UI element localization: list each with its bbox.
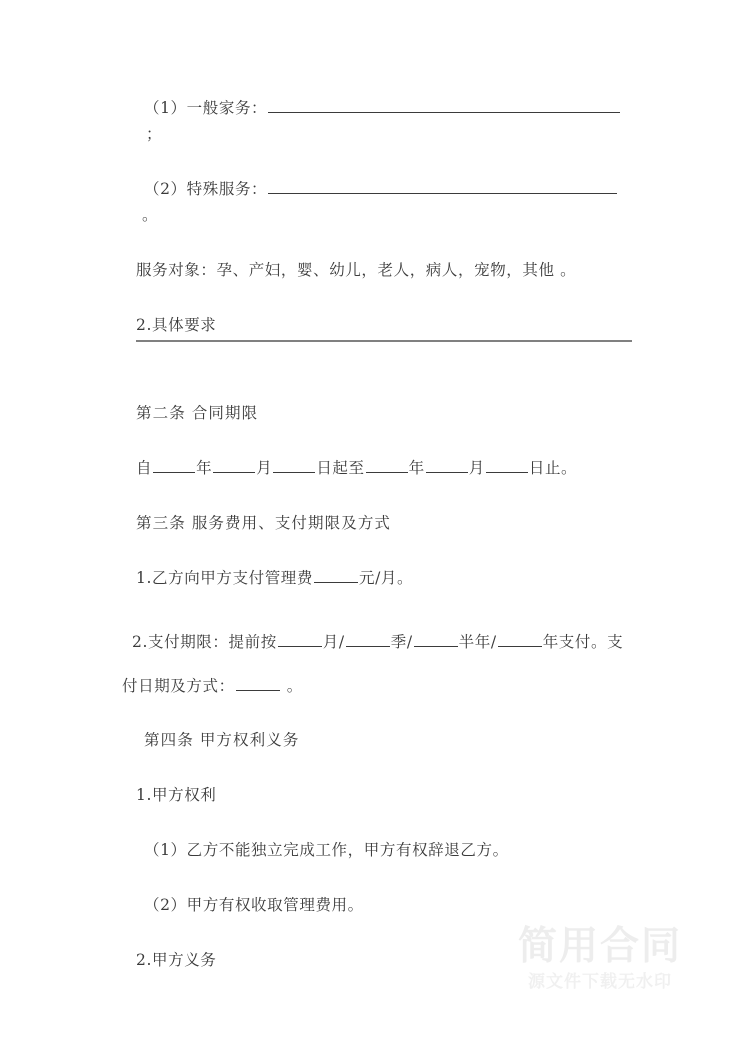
paragraph-party-a-right-1: （1）乙方不能独立完成工作，甲方有权辞退乙方。 — [144, 841, 509, 859]
payment-yearly-blank[interactable] — [498, 631, 542, 647]
contract-period-from-label: 自 — [136, 459, 153, 477]
management-fee-label: 1.乙方向甲方支付管理费 — [136, 569, 313, 587]
heading-party-a-rights: 1.甲方权利 — [136, 786, 217, 804]
paragraph-general-housework — [136, 95, 636, 147]
management-fee-amount-blank[interactable] — [314, 567, 358, 583]
payment-halfyear-unit: 半年/ — [458, 633, 497, 651]
paragraph-special-service — [136, 176, 636, 228]
end-day-blank[interactable] — [486, 457, 528, 473]
watermark-tagline: 源文件下载无水印 — [528, 972, 672, 992]
document-body — [122, 95, 636, 1002]
watermark-brand: 简用合同 — [517, 924, 682, 969]
paragraph-party-a-right-2: （2）甲方有权收取管理费用。 — [144, 896, 364, 914]
paragraph-specific-requirements: 2.具体要求 — [136, 316, 217, 334]
payment-date-method-label: 年支付。支付日期及方式： — [122, 633, 624, 695]
section-divider — [136, 340, 632, 342]
management-fee-unit: 元/月。 — [359, 569, 414, 587]
end-month-blank[interactable] — [426, 457, 468, 473]
payment-date-method-blank[interactable] — [236, 675, 280, 691]
end-year-unit: 年 — [408, 459, 425, 477]
heading-clause-three: 第三条 服务费用、支付期限及方式 — [136, 514, 392, 532]
paragraph-service-targets: 服务对象：孕、产妇，婴、幼儿，老人，病人，宠物，其他 。 — [136, 261, 577, 279]
paragraph-management-fee — [136, 565, 636, 591]
payment-quarterly-blank[interactable] — [346, 631, 390, 647]
end-month-unit: 月 — [468, 459, 485, 477]
general-housework-punctuation: ； — [146, 125, 163, 143]
paragraph-contract-period — [136, 455, 636, 481]
payment-monthly-unit: 月/ — [322, 633, 345, 651]
heading-clause-two: 第二条 合同期限 — [136, 404, 259, 422]
payment-terms-punctuation: 。 — [286, 677, 303, 695]
start-day-blank[interactable] — [273, 457, 315, 473]
payment-terms-label: 2.支付期限：提前按 — [132, 633, 277, 651]
special-service-blank[interactable] — [268, 178, 617, 194]
start-year-unit: 年 — [196, 459, 213, 477]
heading-clause-four: 第四条 甲方权利义务 — [144, 731, 300, 749]
payment-quarterly-unit: 季/ — [390, 633, 413, 651]
payment-monthly-blank[interactable] — [278, 631, 322, 647]
special-service-punctuation: 。 — [142, 206, 159, 224]
start-month-blank[interactable] — [213, 457, 255, 473]
paragraph-payment-terms — [122, 620, 636, 708]
start-month-unit: 月 — [256, 459, 273, 477]
end-year-blank[interactable] — [366, 457, 408, 473]
general-housework-label: （1）一般家务： — [144, 99, 268, 117]
contract-period-to-label: 日起至 — [316, 459, 365, 477]
start-year-blank[interactable] — [153, 457, 195, 473]
general-housework-blank[interactable] — [268, 97, 620, 113]
payment-halfyear-blank[interactable] — [414, 631, 458, 647]
heading-party-a-duties: 2.甲方义务 — [136, 951, 217, 969]
contract-period-end-label: 日止。 — [528, 459, 578, 477]
special-service-label: （2）特殊服务： — [144, 180, 268, 198]
